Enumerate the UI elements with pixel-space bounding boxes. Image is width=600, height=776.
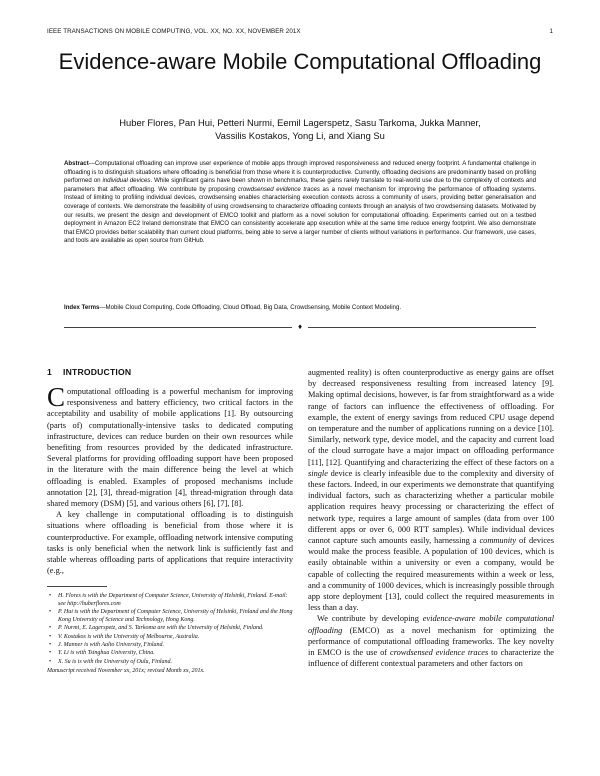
manuscript-note: Manuscript received November xx, 201x; revised Month xx, 201x. [47, 667, 205, 674]
abstract-emphasis-a: individual devices [102, 177, 151, 185]
right-p1-text-c: of devices would make the process feasible. A population of 100 devices, which is easily obtainable within a university or even a company, would be capable of collecting the required measurements within a week or less, and a community of 1000 devices, which is increasingly possible through app store deployment [13], could collect the required measurements in less than a day. [308, 536, 554, 613]
footnote-list [47, 593, 293, 667]
abstract-emphasis-b: crowdsensed evidence traces [237, 185, 320, 193]
section-heading [47, 367, 293, 377]
right-p2-emphasis-a: evidence-aware mobile computational offloading [308, 614, 555, 635]
page-number: 1 [549, 28, 553, 35]
right-p1-text-b: device is clearly infeasible due to the complexity and diversity of these factors. Indeed, in our experiments we demonstrate that quantifying individual factors, such as characterizing whether a particular mobile application requires heavy processing or characterizing the effect of network type, requires a large amount of samples (data from over 100 different apps or over 6, 000 RTT samples). While individual devices cannot capture such amounts easily, harnessing a [308, 468, 554, 546]
footnote-item [47, 634, 293, 642]
abstract-label: Abstract [64, 160, 89, 167]
abstract-text-b: . While significant gains have been shown in benchmarks, these gains rarely translate to real-world use due to the complexity of contexts and parameters that affect offloading. We contribute by proposing [64, 177, 536, 193]
right-p1-text-a: augmented reality) is often counterproductive as energy gains are offset by decreased responsiveness resulting from increased latency [9]. Making optimal decisions, however, is far from straightforward as a wide range of factors can influence the effectiveness of offloading. For example, the extent of energy savings from reduced CPU usage depend on temperature and the number of applications running on a device [10]. Similarly, network type, device model, and the capacity and current load of the cloud surrogate have a major impact on offloading performance [11], [12]. Quantifying and characterizing the effect of these factors on a [308, 368, 554, 467]
index-terms-label: Index Terms [64, 304, 100, 311]
footnote-text: V. Kostakos is with the University of Melbourne, Australia. [58, 633, 200, 640]
footnote-text: P. Hui is with the Department of Computer Science, University of Helsinki, Finland and the Hong Kong University of Science and Technology, Hong Kong. [58, 609, 293, 624]
footnote-item [47, 593, 293, 609]
footnotes [47, 593, 293, 675]
footnote-text: P. Nurmi, E. Lagerspetz, and S. Tarkoma are with the University of Helsinki, Finland. [58, 625, 264, 632]
footnote-item [47, 659, 293, 667]
bullet-icon: • [49, 593, 52, 599]
footnote-item [47, 650, 293, 658]
right-p2-text-a: We contribute by developing [317, 614, 423, 624]
bullet-icon: • [49, 642, 52, 648]
bullet-icon: • [49, 633, 52, 640]
abstract [64, 160, 536, 246]
right-paragraph-1 [308, 367, 554, 613]
footnote-text: H. Flores is with the Department of Computer Science, University of Helsinki, Finland. E-mail: see http://huberflores.com [58, 593, 288, 607]
footnote-item [47, 609, 293, 625]
right-p1-emphasis-a: single [308, 468, 328, 478]
footnote-item [47, 625, 293, 633]
right-p2-emphasis-b: crowdsensed evidence traces [390, 648, 489, 658]
running-head [47, 28, 553, 40]
footnote-rule [47, 586, 107, 587]
right-p1-emphasis-b: community [479, 536, 517, 546]
bullet-icon: • [49, 650, 52, 657]
author-line-2: Vassilis Kostakos, Yong Li, and Xiang Su [215, 130, 385, 141]
author-line-1: Huber Flores, Pan Hui, Petteri Nurmi, Eemil Lagerspetz, Sasu Tarkoma, Jukka Manner, [119, 117, 481, 128]
index-terms-text: —Mobile Cloud Computing, Code Offloading, Cloud Offload, Big Data, Crowdsensing, Mobile Context Modeling. [99, 304, 402, 311]
diamond-icon: ♦ [297, 322, 303, 331]
bullet-icon: • [49, 658, 52, 665]
section-title: INTRODUCTION [63, 367, 132, 377]
footnote-text: Y. Li is with Tsinghua University, China. [58, 650, 155, 657]
bullet-icon: • [49, 625, 52, 632]
bullet-icon: • [49, 609, 52, 616]
author-list [60, 116, 540, 142]
divider-line-right [308, 327, 536, 328]
right-column-body [308, 367, 554, 669]
footnote-text: J. Manner is with Aalto University, Finland. [58, 642, 165, 648]
section-divider [64, 323, 536, 331]
right-paragraph-2 [308, 613, 554, 669]
footnote-text: X. Su is is with the University of Oulu, Finland. [58, 658, 172, 665]
right-p2-text-c: to characterize the influence of different contextual parameters and other factors on [308, 648, 554, 669]
drop-cap: C [47, 382, 66, 412]
paper-title: Evidence-aware Mobile Computational Offloading [58, 49, 542, 74]
left-column-body [47, 382, 293, 576]
index-terms [64, 304, 536, 313]
journal-header: IEEE TRANSACTIONS ON MOBILE COMPUTING, VOL. XX, NO. XX, NOVEMBER 201X [47, 28, 301, 35]
abstract-text-c: as a novel mechanism for improving the performance of offloading systems. Instead of limiting to profiling individual devices, crowdsensing enables characterising execution contexts across a community of users, providing better generalisation and coverage of contexts. We demonstrate the feasibility of using crowdsensing to characterize offloading contexts through an analysis of two crowdsensing datasets. Motivated by our results, we present the design and development of EMCO toolkit and platform as a novel solution for computational offloading. Experiments carried out on a testbed deployment in Amazon EC2 Ireland demonstrate that EMCO can consistently accelerate app execution while at the same time reduce energy footprint. We also demonstrate that EMCO provides better scalability than current cloud platforms, being able to serve a larger number of clients without variations in performance. Our framework, use cases, and tools are available as open source from GitHub. [64, 185, 537, 245]
footnote-item [47, 642, 293, 650]
intro-paragraph-2: A key challenge in computational offloading is to distinguish situations where offloading is beneficial from those where it is counterproductive. For example, offloading network intensive computing tasks is only beneficial when the network link is sufficiently fast and stable whereas offloading parts of applications that require interactivity (e.g., [47, 510, 293, 576]
intro-paragraph-1 [47, 382, 293, 509]
intro-paragraph-1-text: omputational offloading is a powerful mechanism for improving responsiveness and battery efficiency, two critical factors in the acceptability and usability of mobile applications [1]. By outsourcing (parts of) computationally-intensive tasks to dedicated computing infrastructure, devices can reduce burden on their own resources while benefiting from resources provided by the dedicated infrastructure. Several platforms for providing offloading support have been proposed in the literature with the main difference being the level at which offloading is enabled. Examples of proposed mechanisms include annotation [2], [3], thread-migration [4], thread-migration through data shared memory (DSM) [5], and various others [6], [7], [8]. [47, 387, 293, 509]
right-p2-text-b: (EMCO) as a novel mechanism for optimizing the performance of computational offloading frameworks. The key novelty in EMCO is the use of [308, 625, 554, 658]
abstract-text-a: —Computational offloading can improve user experience of mobile apps through improved responsiveness and reduced energy footprint. A fundamental challenge in offloading is to distinguish situations where offloading is beneficial from those where it is counterproductive. Currently, offloading decisions are predominantly based on profiling performed on [64, 160, 536, 185]
divider-line-left [64, 327, 292, 328]
section-number: 1 [47, 367, 52, 377]
